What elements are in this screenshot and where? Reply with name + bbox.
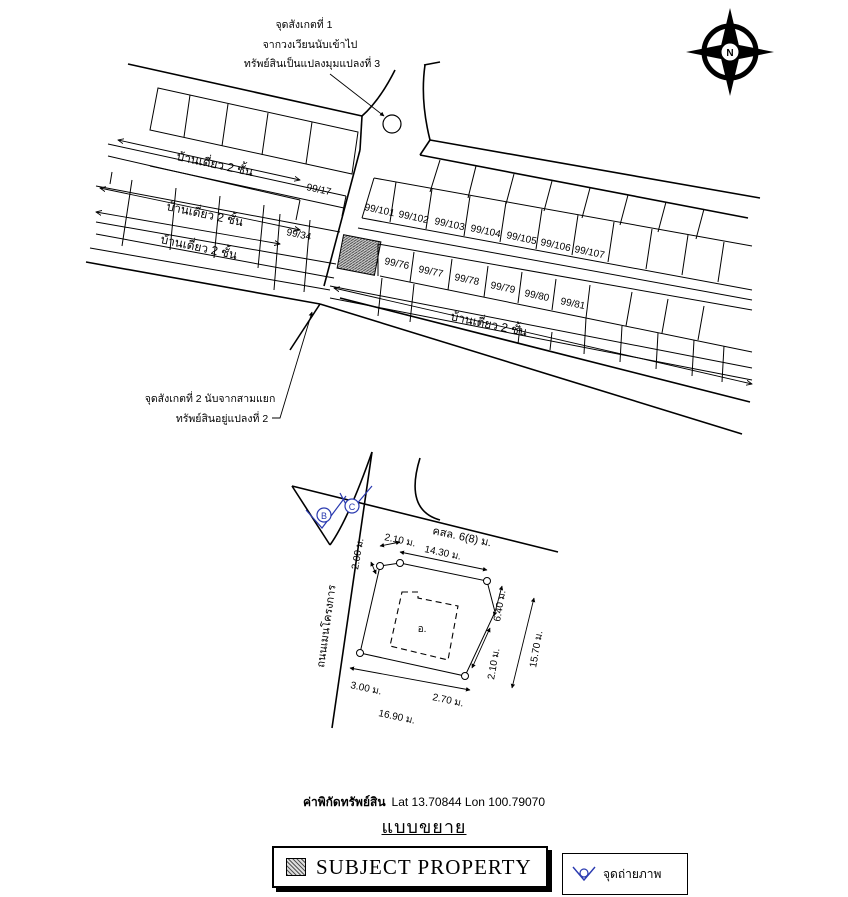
plot-number: 99/80 bbox=[523, 288, 551, 305]
plot-number: 99/78 bbox=[453, 272, 481, 289]
obs2-line2: ทรัพย์สินอยู่แปลงที่ 2 bbox=[175, 413, 269, 425]
legend-subject-property bbox=[272, 846, 548, 888]
subject-property-outline bbox=[360, 563, 495, 676]
dim-top: 14.30 ม. bbox=[423, 544, 463, 563]
coordinates-label: ค่าพิกัดทรัพย์สิน bbox=[302, 795, 386, 809]
zone-label-lower-right: บ้านเดี่ยว 2 ชั้น bbox=[449, 309, 529, 340]
dim-bottom-total: 16.90 ม. bbox=[377, 708, 417, 727]
dim-right-outer: 15.70 ม. bbox=[528, 629, 546, 669]
scale-title: แบบขยาย bbox=[381, 817, 467, 837]
lower-right-block bbox=[330, 235, 752, 382]
camera-view-icon bbox=[571, 864, 597, 884]
plot-number-left-upper: 99/17 bbox=[305, 182, 333, 199]
observation-point-2 bbox=[145, 312, 312, 425]
plot-number: 99/104 bbox=[469, 223, 502, 241]
svg-text:C: C bbox=[348, 502, 356, 512]
plot-number: 99/107 bbox=[573, 244, 606, 262]
plot-number: 99/81 bbox=[559, 296, 587, 313]
plot-number: 99/77 bbox=[417, 264, 445, 281]
coordinates-line bbox=[0, 793, 848, 812]
building-label: อ. bbox=[417, 624, 427, 635]
row-arrows bbox=[96, 140, 752, 384]
obs1-line3: ทรัพย์สินเป็นแปลงมุมแปลงที่ 3 bbox=[243, 58, 381, 70]
upper-row-plot-numbers bbox=[363, 202, 606, 261]
legend-subject-label: SUBJECT PROPERTY bbox=[316, 854, 532, 879]
plot-number: 99/102 bbox=[397, 209, 430, 227]
observation-point-1 bbox=[244, 17, 384, 116]
zone-label-upper-row2: บ้านเดี่ยว 2 ชั้น bbox=[165, 199, 245, 230]
plot-number: 99/106 bbox=[539, 237, 572, 255]
plot-number: 99/79 bbox=[489, 280, 517, 297]
dim-right: 6.40 ม. bbox=[492, 589, 509, 623]
zone-label-upper-row1: บ้านเดี่ยว 2 ชั้น bbox=[175, 149, 255, 180]
dim-bottom-right: 2.70 ม. bbox=[431, 692, 465, 710]
svg-text:B: B bbox=[320, 511, 328, 521]
plot-number: 99/105 bbox=[505, 230, 538, 248]
coordinates-value: Lat 13.70844 Lon 100.79070 bbox=[391, 795, 546, 809]
plot-number: 99/101 bbox=[363, 202, 396, 220]
obs1-line2: จากวงเวียนนับเข้าไป bbox=[262, 39, 358, 51]
photo-point-b bbox=[306, 496, 346, 528]
zone-label-upper-row3: บ้านเดี่ยว 2 ชั้น bbox=[159, 232, 239, 263]
detail-drawing bbox=[292, 452, 558, 728]
plot-number-left-lower: 99/34 bbox=[285, 227, 313, 244]
dim-left: 2.00 ม. bbox=[350, 537, 367, 571]
dim-right-bottom: 2.10 ม. bbox=[486, 647, 503, 681]
dim-bottom-left: 3.00 ม. bbox=[349, 680, 383, 698]
obs1-line1: จุดสังเกตที่ 1 bbox=[275, 19, 333, 31]
subject-property-plot bbox=[337, 235, 381, 276]
north-arrow-icon bbox=[686, 8, 774, 96]
north-label: N bbox=[726, 48, 734, 59]
obs2-line1: จุดสังเกตที่ 2 นับจากสามแยก bbox=[144, 393, 276, 405]
road-name-label: ถนนเมนโครงการ bbox=[315, 584, 339, 669]
legend-photo-label: จุดถ่ายภาพ bbox=[603, 866, 662, 881]
hatch-swatch-icon bbox=[286, 858, 306, 876]
plot-number: 99/76 bbox=[383, 256, 411, 273]
dim-top-left: 2.10 ม. bbox=[383, 532, 417, 550]
plot-number: 99/103 bbox=[433, 216, 466, 234]
legend-photo-point bbox=[562, 853, 688, 895]
soi-name-label: คสล. 6(8) ม. bbox=[431, 525, 493, 550]
